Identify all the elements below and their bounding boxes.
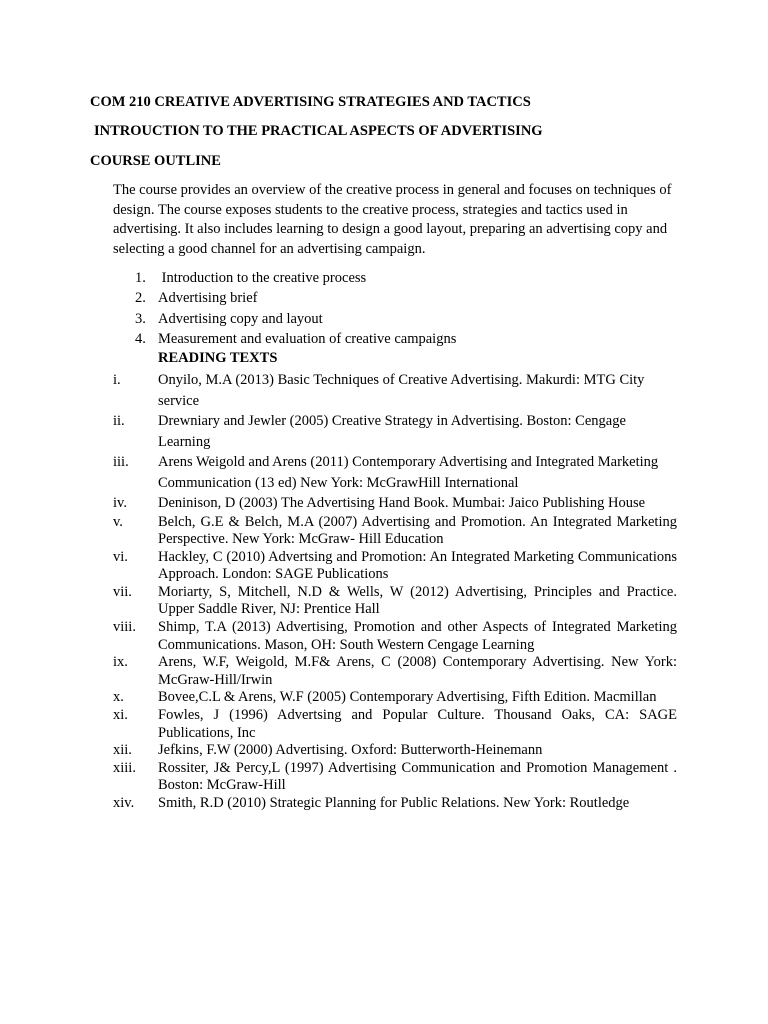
reference-item (113, 795, 677, 813)
reference-item (113, 654, 677, 689)
course-outline-list (113, 268, 679, 349)
reference-text: Arens Weigold and Arens (2011) Contemporary Advertising and Integrated Marketing Communication (13 ed) New York: McGrawHill International (158, 454, 659, 491)
reference-item (113, 760, 677, 795)
reference-number: viii. (113, 619, 136, 636)
reference-item (113, 707, 677, 742)
reference-number: xiv. (113, 795, 135, 811)
reference-text: Arens, W.F, Weigold, M.F& Arens, C (2008) Contemporary Advertising. New York: McGraw-Hill/Irwin (158, 654, 677, 688)
course-subtitle: INTROUCTION TO THE PRACTICAL ASPECTS OF ADVERTISING (94, 123, 543, 139)
outline-number: 2. (135, 290, 146, 307)
outline-text: Measurement and evaluation of creative campaigns (158, 330, 457, 347)
reference-text: Belch, G.E & Belch, M.A (2007) Advertising and Promotion. An Integrated Marketing Perspective. New York: McGraw- Hill Education (158, 513, 677, 548)
reference-item (113, 493, 677, 514)
course-title: COM 210 CREATIVE ADVERTISING STRATEGIES AND TACTICS (90, 94, 531, 110)
outline-number: 4. (135, 330, 146, 347)
reference-text: Onyilo, M.A (2013) Basic Techniques of Creative Advertising. Makurdi: MTG City service (158, 372, 645, 409)
reference-number: iii. (113, 454, 129, 470)
reference-item (113, 452, 677, 493)
reference-number: iv. (113, 495, 127, 511)
reference-text: Smith, R.D (2010) Strategic Planning for Public Relations. New York: Routledge (158, 795, 630, 811)
reference-text: Moriarty, S, Mitchell, N.D & Wells, W (2012) Advertising, Principles and Practice. Upper Saddle River, NJ: Prentice Hall (158, 583, 677, 618)
reference-item (113, 549, 677, 584)
reference-number: v. (113, 513, 123, 530)
reference-item (113, 689, 677, 707)
outline-item (113, 329, 679, 349)
outline-item (113, 288, 679, 308)
outline-text: Advertising copy and layout (158, 310, 323, 327)
outline-text: Introduction to the creative process (158, 270, 367, 286)
reference-text: Fowles, J (1996) Advertsing and Popular Culture. Thousand Oaks, CA: SAGE Publications, Inc (158, 707, 677, 741)
reference-number: vi. (113, 548, 128, 565)
reference-number: xiii. (113, 759, 136, 776)
reference-text: Rossiter, J& Percy,L (1997) Advertising Communication and Promotion Management . Boston: McGraw-Hill (158, 759, 677, 794)
reference-item (113, 370, 677, 411)
reference-number: ii. (113, 413, 125, 429)
outline-item (113, 309, 679, 329)
outline-title: COURSE OUTLINE (90, 153, 221, 169)
outline-number: 3. (135, 310, 146, 327)
reference-item (113, 411, 677, 452)
outline-item (113, 268, 679, 288)
reference-text: Bovee,C.L & Arens, W.F (2005) Contemporary Advertising, Fifth Edition. Macmillan (158, 689, 657, 706)
reading-texts-title: READING TEXTS (158, 350, 278, 366)
reading-list (113, 370, 677, 813)
reference-number: xii. (113, 742, 132, 759)
reference-item (113, 514, 677, 549)
intro-paragraph: The course provides an overview of the creative process in general and focuses on techniques of design. The course exposes students to the creative process, strategies and tactics used in advertising. It also includes learning to design a good layout, preparing an advertising copy and selecting a good channel for an advertising campaign. (113, 182, 672, 257)
reference-number: x. (113, 689, 124, 706)
reference-text: Shimp, T.A (2013) Advertising, Promotion and other Aspects of Integrated Marketing Communications. Mason, OH: South Western Cengage Learning (158, 619, 677, 653)
reference-item (113, 742, 677, 760)
reference-number: vii. (113, 583, 132, 600)
reference-number: ix. (113, 654, 128, 671)
reference-item (113, 619, 677, 654)
outline-number: 1. (135, 270, 146, 286)
outline-text: Advertising brief (158, 290, 258, 307)
reference-text: Drewniary and Jewler (2005) Creative Strategy in Advertising. Boston: Cengage Learning (158, 413, 626, 450)
reference-item (113, 584, 677, 619)
reference-text: Deninison, D (2003) The Advertising Hand Book. Mumbai: Jaico Publishing House (158, 495, 646, 511)
reference-text: Hackley, C (2010) Advertsing and Promotion: An Integrated Marketing Communications Approach. London: SAGE Publications (158, 548, 677, 583)
reference-text: Jefkins, F.W (2000) Advertising. Oxford: Butterworth-Heinemann (158, 742, 543, 759)
reference-number: i. (113, 372, 121, 388)
reference-number: xi. (113, 707, 128, 724)
